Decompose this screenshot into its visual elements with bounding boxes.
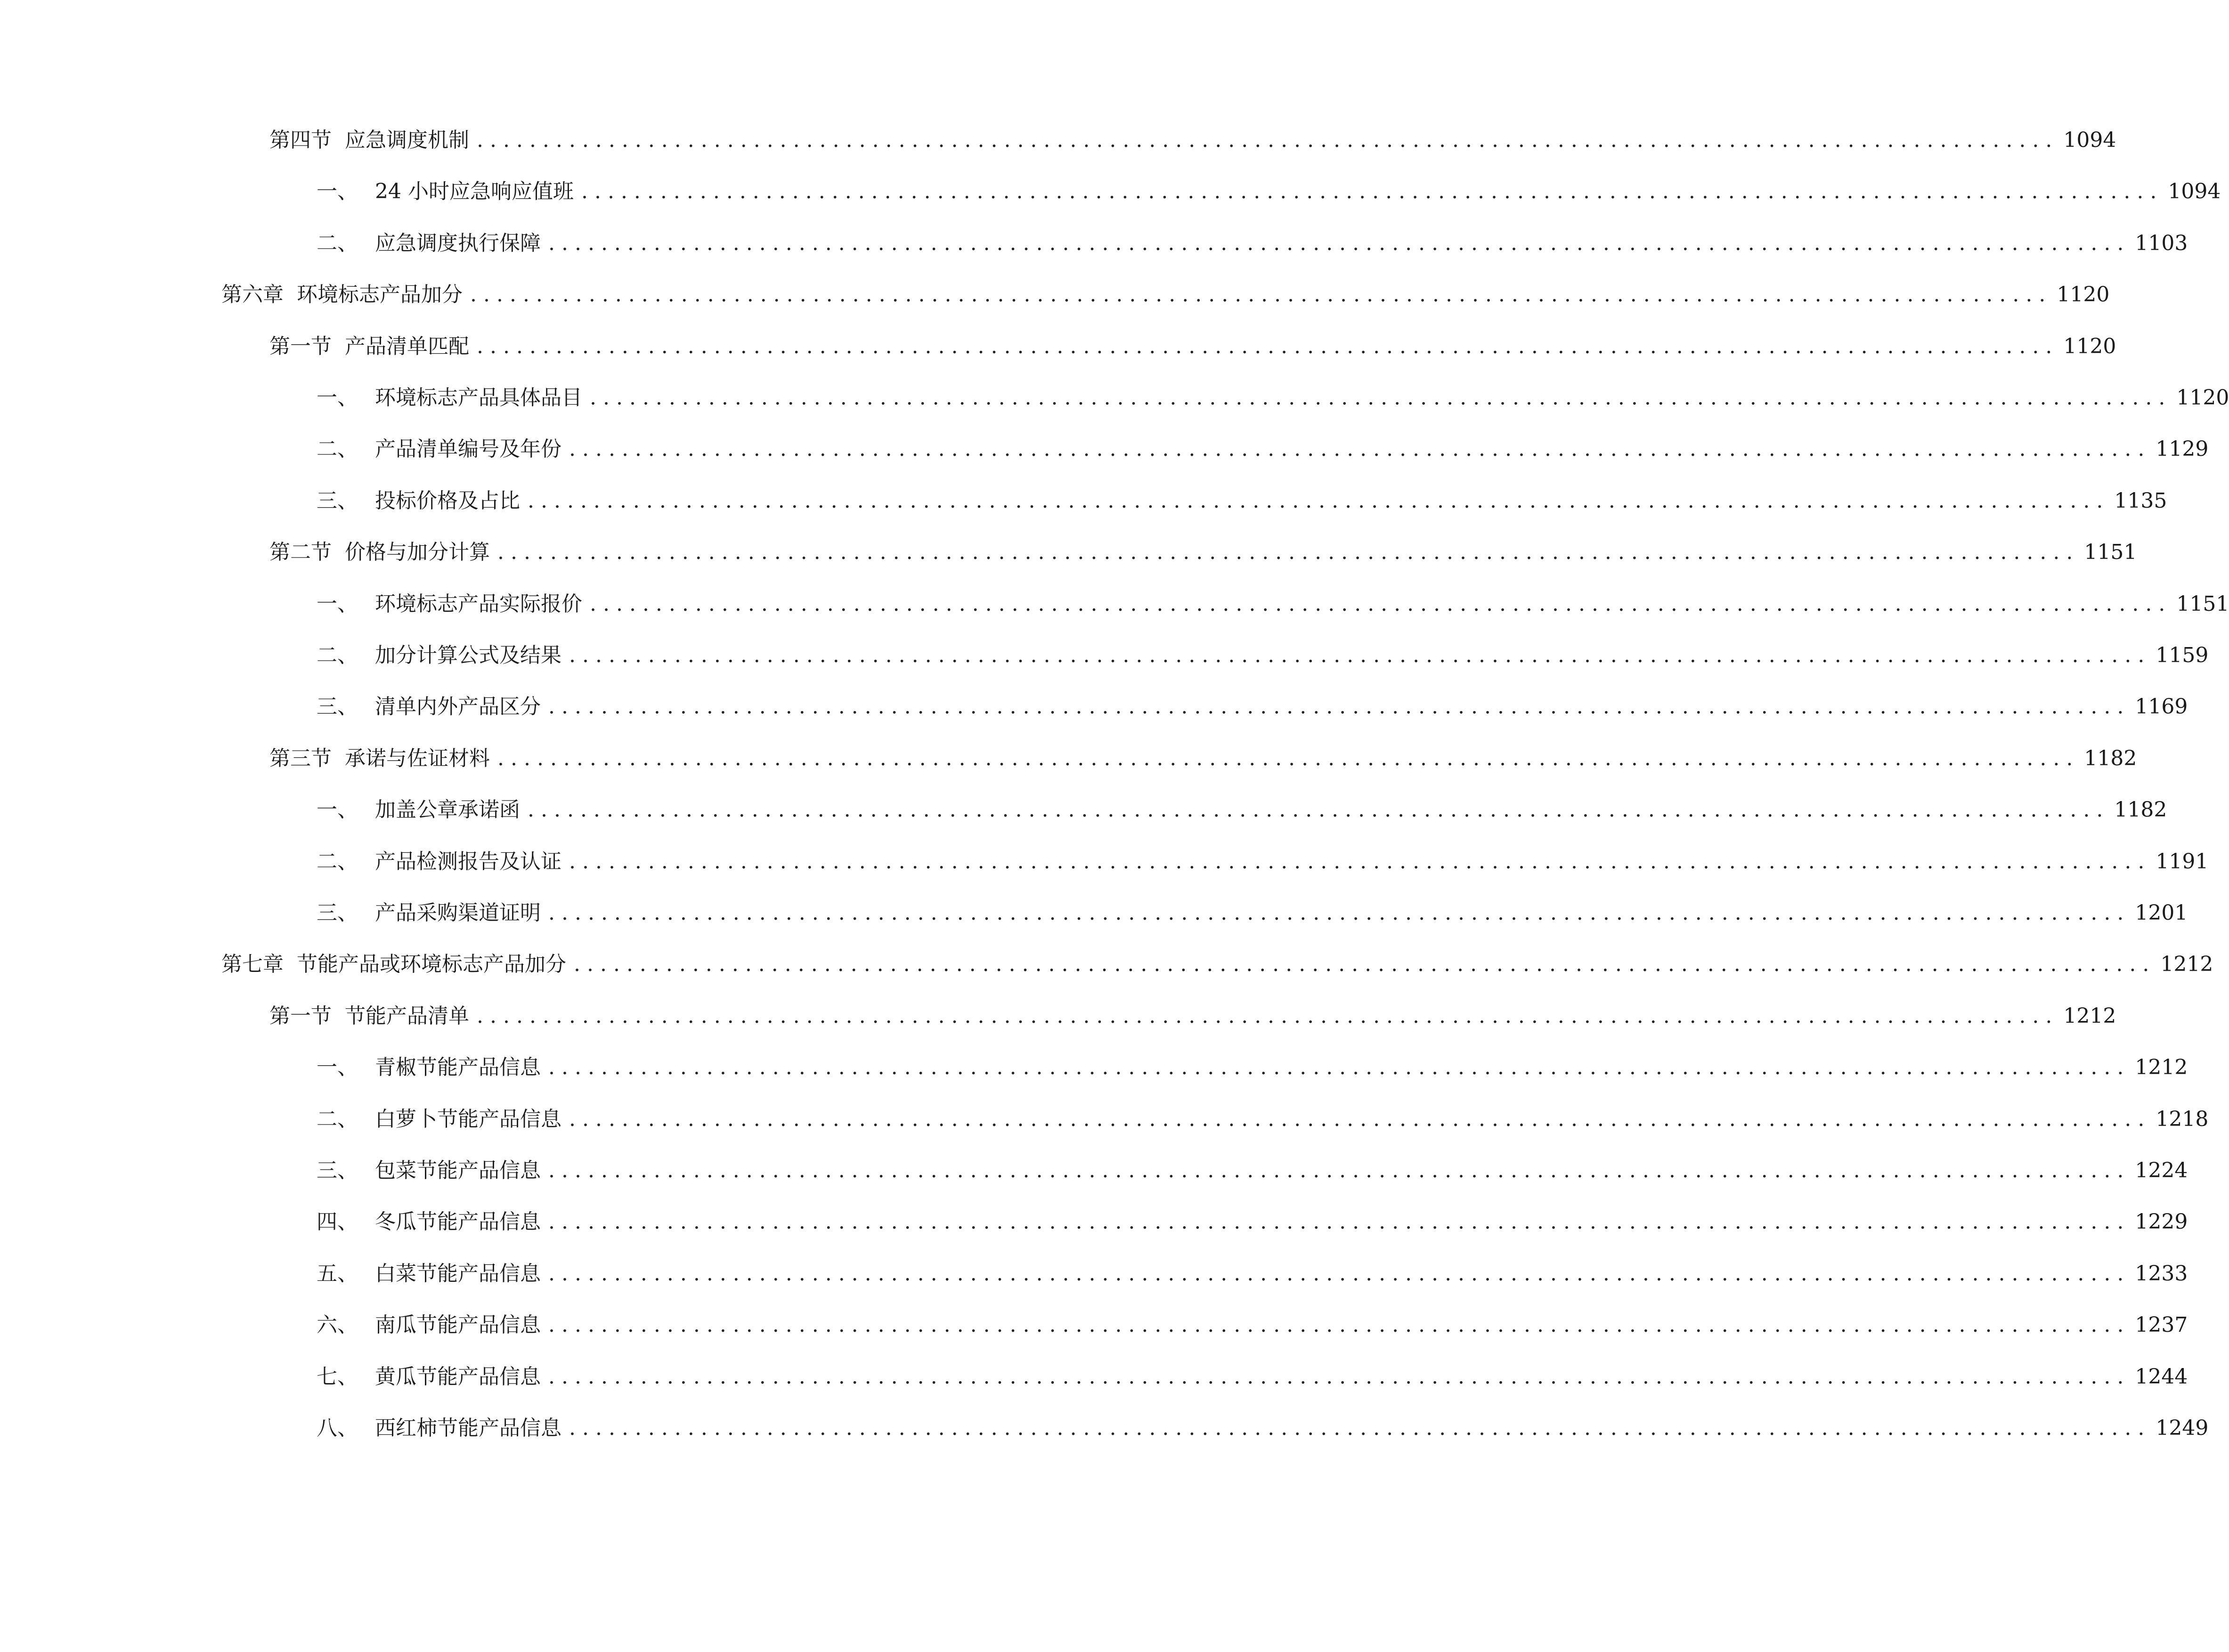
toc-entry[interactable] bbox=[317, 690, 2188, 723]
toc-entry-marker: 二、 bbox=[317, 1107, 358, 1131]
toc-page-number: 1237 bbox=[2135, 1313, 2188, 1337]
toc-entry-title: 承诺与佐证材料 bbox=[345, 746, 490, 770]
toc-leader-dots: ........................................................................................................................ bbox=[477, 334, 2059, 358]
toc-leader-dots: ........................................................................................................................ bbox=[477, 128, 2059, 152]
toc-entry-title: 产品检测报告及认证 bbox=[375, 849, 561, 874]
toc-entry-marker: 第三节 bbox=[269, 746, 332, 770]
toc-entry-marker: 三、 bbox=[317, 488, 358, 513]
toc-entry[interactable] bbox=[317, 175, 2221, 208]
toc-entry[interactable] bbox=[317, 1360, 2188, 1393]
toc-entry-title: 应急调度执行保障 bbox=[375, 231, 541, 255]
toc-leader-dots: ........................................................................................................................ bbox=[581, 179, 2164, 204]
toc-page-number: 1233 bbox=[2135, 1261, 2188, 1286]
toc-entry[interactable] bbox=[317, 227, 2188, 260]
toc-page-number: 1120 bbox=[2057, 283, 2110, 307]
toc-entry-marker: 一、 bbox=[317, 179, 358, 204]
toc-entry-title: 清单内外产品区分 bbox=[375, 695, 541, 719]
toc-entry-marker: 三、 bbox=[317, 695, 358, 719]
toc-leader-dots: ........................................................................................................................ bbox=[569, 849, 2151, 874]
toc-entry[interactable] bbox=[221, 278, 2110, 311]
toc-entry[interactable] bbox=[317, 897, 2188, 930]
toc-entry-marker: 第七章 bbox=[221, 952, 284, 977]
toc-entry-marker: 第六章 bbox=[221, 283, 284, 307]
toc-page-number: 1212 bbox=[2160, 952, 2213, 977]
toc-entry[interactable] bbox=[317, 485, 2167, 518]
toc-entry-marker: 一、 bbox=[317, 798, 358, 822]
toc-entry[interactable] bbox=[317, 794, 2167, 826]
toc-entry[interactable] bbox=[317, 639, 2209, 672]
toc-entry-title: 节能产品或环境标志产品加分 bbox=[297, 952, 566, 977]
toc-entry-title: 投标价格及占比 bbox=[375, 488, 520, 513]
toc-leader-dots: ........................................................................................................................ bbox=[528, 488, 2110, 513]
toc-leader-dots: ........................................................................................................................ bbox=[528, 798, 2110, 822]
toc-entry-title: 黄瓜节能产品信息 bbox=[375, 1364, 541, 1389]
toc-entry-marker: 二、 bbox=[317, 231, 358, 255]
toc-entry-title: 西红柿节能产品信息 bbox=[375, 1416, 561, 1440]
toc-entry-title: 产品采购渠道证明 bbox=[375, 901, 541, 925]
toc-entry-title: 24 小时应急响应值班 bbox=[375, 179, 574, 204]
toc-entry[interactable] bbox=[221, 948, 2213, 981]
toc-page-number: 1103 bbox=[2135, 231, 2188, 255]
toc-page-number: 1120 bbox=[2063, 334, 2116, 358]
toc-leader-dots: ........................................................................................................................ bbox=[548, 901, 2131, 925]
toc-page-number: 1249 bbox=[2156, 1416, 2209, 1440]
toc-entry[interactable] bbox=[317, 845, 2209, 878]
toc-leader-dots: ........................................................................................................................ bbox=[470, 283, 2052, 307]
toc-entry-title: 冬瓜节能产品信息 bbox=[375, 1210, 541, 1234]
toc-entry[interactable] bbox=[317, 1103, 2209, 1136]
toc-entry-title: 产品清单编号及年份 bbox=[375, 437, 561, 462]
toc-page-number: 1218 bbox=[2156, 1107, 2209, 1131]
toc-leader-dots: ........................................................................................................................ bbox=[548, 1210, 2131, 1234]
toc-entry-title: 产品清单匹配 bbox=[345, 334, 469, 358]
toc-leader-dots: ........................................................................................................................ bbox=[548, 1364, 2131, 1389]
toc-entry-title: 环境标志产品加分 bbox=[297, 283, 463, 307]
toc-entry[interactable] bbox=[269, 124, 2116, 157]
toc-entry-title: 价格与加分计算 bbox=[345, 540, 490, 565]
toc-leader-dots: ........................................................................................................................ bbox=[548, 695, 2131, 719]
toc-page-number: 1201 bbox=[2135, 901, 2188, 925]
toc-entry-title: 南瓜节能产品信息 bbox=[375, 1313, 541, 1337]
toc-entry-marker: 第一节 bbox=[269, 334, 332, 358]
toc-entry-title: 节能产品清单 bbox=[345, 1004, 469, 1028]
toc-page-number: 1244 bbox=[2135, 1364, 2188, 1389]
toc-leader-dots: ........................................................................................................................ bbox=[574, 952, 2156, 977]
toc-entry-marker: 二、 bbox=[317, 643, 358, 667]
toc-leader-dots: ........................................................................................................................ bbox=[569, 437, 2151, 462]
toc-leader-dots: ........................................................................................................................ bbox=[497, 746, 2080, 770]
toc-entry[interactable] bbox=[317, 1309, 2188, 1342]
toc-entry[interactable] bbox=[317, 1257, 2188, 1290]
toc-entry-marker: 二、 bbox=[317, 849, 358, 874]
toc-entry-marker: 第四节 bbox=[269, 128, 332, 152]
toc-leader-dots: ........................................................................................................................ bbox=[569, 1107, 2151, 1131]
toc-entry-title: 白菜节能产品信息 bbox=[375, 1261, 541, 1286]
toc-leader-dots: ........................................................................................................................ bbox=[477, 1004, 2059, 1028]
toc-entry-title: 包菜节能产品信息 bbox=[375, 1158, 541, 1182]
toc-page-number: 1212 bbox=[2135, 1055, 2188, 1080]
toc-page-number: 1151 bbox=[2084, 540, 2137, 565]
toc-entry-marker: 一、 bbox=[317, 386, 358, 410]
toc-page-number: 1191 bbox=[2156, 849, 2209, 874]
toc-leader-dots: ........................................................................................................................ bbox=[569, 643, 2151, 667]
toc-page-number: 1212 bbox=[2063, 1004, 2116, 1028]
toc-page-number: 1120 bbox=[2176, 386, 2229, 410]
toc-leader-dots: ........................................................................................................................ bbox=[548, 1313, 2131, 1337]
toc-entry-title: 白萝卜节能产品信息 bbox=[375, 1107, 561, 1131]
toc-page-number: 1182 bbox=[2114, 798, 2167, 822]
toc-leader-dots: ........................................................................................................................ bbox=[590, 591, 2172, 616]
toc-leader-dots: ........................................................................................................................ bbox=[548, 231, 2131, 255]
toc-entry-title: 青椒节能产品信息 bbox=[375, 1055, 541, 1080]
toc-page-number: 1135 bbox=[2114, 488, 2167, 513]
toc-entry-marker: 三、 bbox=[317, 901, 358, 925]
toc-entry-marker: 六、 bbox=[317, 1313, 358, 1337]
toc-entry-marker: 三、 bbox=[317, 1158, 358, 1182]
toc-entry[interactable] bbox=[317, 381, 2229, 414]
toc-leader-dots: ........................................................................................................................ bbox=[497, 540, 2080, 565]
toc-entry-marker: 五、 bbox=[317, 1261, 358, 1286]
toc-page-number: 1151 bbox=[2176, 591, 2229, 616]
toc-entry-title: 环境标志产品实际报价 bbox=[375, 591, 582, 616]
toc-leader-dots: ........................................................................................................................ bbox=[548, 1261, 2131, 1286]
toc-entry-marker: 第二节 bbox=[269, 540, 332, 565]
toc-entry-marker: 一、 bbox=[317, 591, 358, 616]
toc-entry[interactable] bbox=[317, 1051, 2188, 1084]
toc-entry-marker: 二、 bbox=[317, 437, 358, 462]
toc-leader-dots: ........................................................................................................................ bbox=[548, 1158, 2131, 1182]
toc-page-number: 1094 bbox=[2063, 128, 2116, 152]
toc-page-number: 1182 bbox=[2084, 746, 2137, 770]
toc-entry[interactable] bbox=[269, 742, 2137, 775]
toc-entry[interactable] bbox=[269, 536, 2137, 569]
toc-entry-title: 加分计算公式及结果 bbox=[375, 643, 561, 667]
toc-page-number: 1159 bbox=[2156, 643, 2209, 667]
toc-entry[interactable] bbox=[317, 1206, 2188, 1239]
toc-entry[interactable] bbox=[269, 330, 2116, 363]
toc-entry-marker: 七、 bbox=[317, 1364, 358, 1389]
toc-entry-title: 环境标志产品具体品目 bbox=[375, 386, 582, 410]
toc-leader-dots: ........................................................................................................................ bbox=[590, 386, 2172, 410]
toc-entry[interactable] bbox=[317, 433, 2209, 466]
toc-page-number: 1129 bbox=[2156, 437, 2209, 462]
toc-entry[interactable] bbox=[317, 588, 2229, 621]
toc-entry-title: 应急调度机制 bbox=[345, 128, 469, 152]
toc-page-number: 1224 bbox=[2135, 1158, 2188, 1182]
toc-page-number: 1169 bbox=[2135, 695, 2188, 719]
toc-entry[interactable] bbox=[317, 1154, 2188, 1187]
toc-entry-title: 加盖公章承诺函 bbox=[375, 798, 520, 822]
toc-page-number: 1229 bbox=[2135, 1210, 2188, 1234]
toc-leader-dots: ........................................................................................................................ bbox=[569, 1416, 2151, 1440]
toc-entry-marker: 一、 bbox=[317, 1055, 358, 1080]
toc-page-number: 1094 bbox=[2168, 179, 2221, 204]
toc-entry[interactable] bbox=[269, 1000, 2116, 1033]
toc-entry[interactable] bbox=[317, 1412, 2209, 1445]
toc-entry-marker: 第一节 bbox=[269, 1004, 332, 1028]
toc-entry-marker: 四、 bbox=[317, 1210, 358, 1234]
toc-leader-dots: ........................................................................................................................ bbox=[548, 1055, 2131, 1080]
toc-entry-marker: 八、 bbox=[317, 1416, 358, 1440]
